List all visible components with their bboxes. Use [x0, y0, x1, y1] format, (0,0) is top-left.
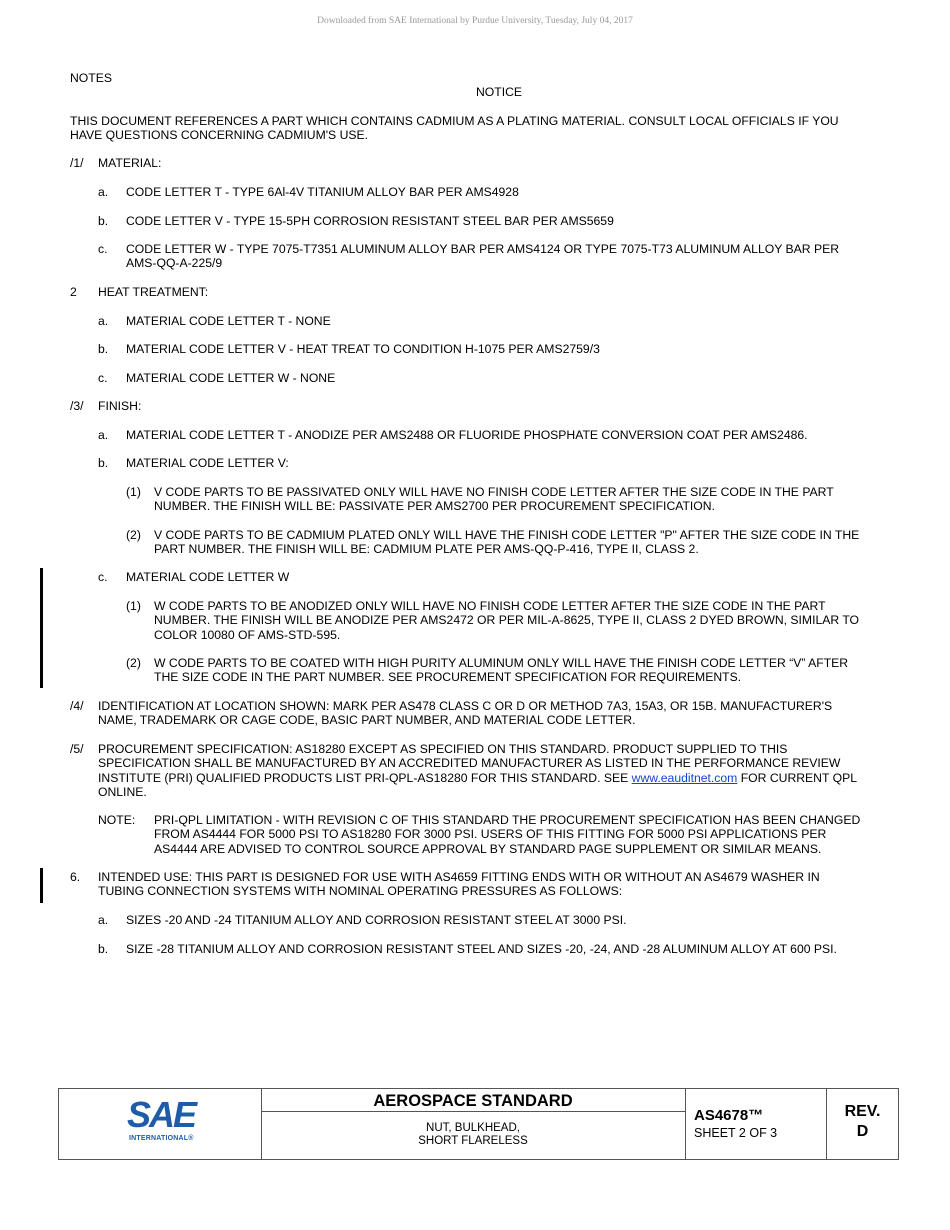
- note-1-title: MATERIAL:: [98, 156, 162, 170]
- note-3c1-text: W CODE PARTS TO BE ANODIZED ONLY WILL HAVE NO FINISH CODE LETTER AFTER THE SIZE CODE IN THE PART NUMBER. THE FINISH WILL BE ANODIZE PER AMS2472 OR PER MIL-A-8625, TYPE II, CLASS 2 DYED BROWN, SIMILAR TO COLOR 10080 OF AMS-STD-595.: [154, 599, 860, 642]
- note-2c-text: MATERIAL CODE LETTER W - NONE: [126, 371, 336, 385]
- note-5-text: PROCUREMENT SPECIFICATION: AS18280 EXCEPT AS SPECIFIED ON THIS STANDARD. PRODUCT SUPPLIED TO THIS SPECIFICATION SHALL BE MANUFACTURED BY AN ACCREDITED MANUFACTURER AS LISTED IN THE PERFORMANCE REVIEW INSTITUTE (PRI) QUALIFIED PRODUCTS LIST PRI-QPL-AS18280 FOR THIS STANDARD. SEE www.eauditnet.com FOR CURRENT QPL ONLINE.: [98, 742, 857, 800]
- note-2a-label: a.: [98, 314, 109, 328]
- note-3c2-label: (2): [126, 656, 141, 670]
- note-5-note-label: NOTE:: [98, 813, 136, 827]
- notice-text: THIS DOCUMENT REFERENCES A PART WHICH CONTAINS CADMIUM AS A PLATING MATERIAL. CONSULT LOCAL OFFICIALS IF YOU HAVE QUESTIONS CONCERNING CADMIUM'S USE.: [70, 114, 839, 143]
- note-3a-label: a.: [98, 428, 109, 442]
- note-4-text: IDENTIFICATION AT LOCATION SHOWN: MARK PER AS478 CLASS C OR D OR METHOD 7A3, 15A3, OR 15B. MANUFACTURER'S NAME, TRADEMARK OR CAGE CODE, BASIC PART NUMBER, AND MATERIAL CODE LETTER.: [98, 699, 833, 728]
- note-3c-title: MATERIAL CODE LETTER W: [126, 570, 290, 584]
- note-2b-label: b.: [98, 342, 109, 356]
- note-1b-label: b.: [98, 214, 109, 228]
- note-3b-title: MATERIAL CODE LETTER V:: [126, 456, 289, 470]
- note-2-number: 2: [70, 285, 77, 299]
- note-1c-label: c.: [98, 242, 108, 256]
- note-3c-label: c.: [98, 570, 108, 584]
- revision-change-bar: [40, 568, 43, 688]
- note-1-number: /1/: [70, 156, 84, 170]
- note-2-title: HEAT TREATMENT:: [98, 285, 209, 299]
- note-1a-label: a.: [98, 185, 109, 199]
- note-3-title: FINISH:: [98, 399, 142, 413]
- revision-value: D: [856, 1123, 869, 1140]
- note-6b-text: SIZE -28 TITANIUM ALLOY AND CORROSION RESISTANT STEEL AND SIZES -20, -24, AND -28 ALUMINUM ALLOY AT 600 PSI.: [126, 942, 837, 956]
- note-3b2-text: V CODE PARTS TO BE CADMIUM PLATED ONLY WILL HAVE THE FINISH CODE LETTER "P" AFTER THE SIZE CODE IN THE PART NUMBER. THE FINISH WILL BE: CADMIUM PLATE PER AMS-QQ-P-416, TYPE II, CLASS 2.: [154, 528, 860, 557]
- title-cell: [261, 1089, 686, 1159]
- sheet-number: SHEET 2 OF 3: [694, 1126, 778, 1140]
- note-3c2-text: W CODE PARTS TO BE COATED WITH HIGH PURITY ALUMINUM ONLY WILL HAVE THE FINISH CODE LETTER “V” AFTER THE SIZE CODE IN THE PART NUMBER. SEE PROCUREMENT SPECIFICATION FOR REQUIREMENTS.: [154, 656, 849, 685]
- note-2c-label: c.: [98, 371, 108, 385]
- standard-title: AEROSPACE STANDARD: [261, 1089, 685, 1112]
- notes-label: NOTES: [70, 71, 112, 85]
- note-3c1-label: (1): [126, 599, 141, 613]
- note-5-number: /5/: [70, 742, 84, 756]
- part-title: NUT, BULKHEAD, SHORT FLARELESS: [418, 1122, 528, 1147]
- title-block: [58, 1088, 899, 1160]
- note-3-number: /3/: [70, 399, 84, 413]
- note-1c-text: CODE LETTER W - TYPE 7075-T7351 ALUMINUM ALLOY BAR PER AMS4124 OR TYPE 7075-T73 ALUMINUM ALLOY BAR PER AMS-QQ-A-225/9: [126, 242, 840, 271]
- document-number: AS4678™: [694, 1107, 764, 1124]
- eauditnet-link[interactable]: www.eauditnet.com: [631, 770, 738, 785]
- note-6a-label: a.: [98, 913, 109, 927]
- note-3b1-label: (1): [126, 485, 141, 499]
- note-5-note-text: PRI-QPL LIMITATION - WITH REVISION C OF THIS STANDARD THE PROCUREMENT SPECIFICATION HAS BEEN CHANGED FROM AS4444 FOR 5000 PSI TO AS18280 FOR 3000 PSI. USERS OF THIS FITTING FOR 5000 PSI APPLICATIONS PER AS4444 ARE ADVISED TO CONTROL SOURCE APPROVAL BY STANDARD PAGE SUPPLEMENT OR SIMILAR MEANS.: [154, 813, 861, 856]
- note-2b-text: MATERIAL CODE LETTER V - HEAT TREAT TO CONDITION H-1075 PER AMS2759/3: [126, 342, 600, 356]
- note-3b-label: b.: [98, 456, 109, 470]
- note-3b1-text: V CODE PARTS TO BE PASSIVATED ONLY WILL HAVE NO FINISH CODE LETTER AFTER THE SIZE CODE IN THE PART NUMBER. THE FINISH WILL BE: PASSIVATE PER AMS2700 PER PROCUREMENT SPECIFICATION.: [154, 485, 834, 514]
- note-3a-text: MATERIAL CODE LETTER T - ANODIZE PER AMS2488 OR FLUORIDE PHOSPHATE CONVERSION COAT PER AMS2486.: [126, 428, 808, 442]
- sae-logo-subtext: INTERNATIONAL®: [129, 1135, 194, 1142]
- note-1b-text: CODE LETTER V - TYPE 15-5PH CORROSION RESISTANT STEEL BAR PER AMS5659: [126, 214, 614, 228]
- note-3b2-label: (2): [126, 528, 141, 542]
- download-watermark: Downloaded from SAE International by Purdue University, Tuesday, July 04, 2017: [317, 16, 633, 26]
- revision-cell: [827, 1089, 898, 1159]
- sae-logo: [59, 1089, 262, 1159]
- revision-label: REV.: [844, 1103, 881, 1120]
- note-1a-text: CODE LETTER T - TYPE 6Al-4V TITANIUM ALLOY BAR PER AMS4928: [126, 185, 519, 199]
- note-4-number: /4/: [70, 699, 84, 713]
- note-6-text: INTENDED USE: THIS PART IS DESIGNED FOR USE WITH AS4659 FITTING ENDS WITH OR WITHOUT AN AS4679 WASHER IN TUBING CONNECTION SYSTEMS WITH NOMINAL OPERATING PRESSURES AS FOLLOWS:: [98, 870, 820, 899]
- note-6b-label: b.: [98, 942, 109, 956]
- document-cell: [686, 1089, 827, 1159]
- note-6-number: 6.: [70, 870, 81, 884]
- note-2a-text: MATERIAL CODE LETTER T - NONE: [126, 314, 331, 328]
- sae-logo-text: SAE: [127, 1094, 196, 1135]
- notice-heading: NOTICE: [476, 85, 523, 99]
- revision-change-bar-2: [40, 868, 43, 903]
- note-6a-text: SIZES -20 AND -24 TITANIUM ALLOY AND CORROSION RESISTANT STEEL AT 3000 PSI.: [126, 913, 627, 927]
